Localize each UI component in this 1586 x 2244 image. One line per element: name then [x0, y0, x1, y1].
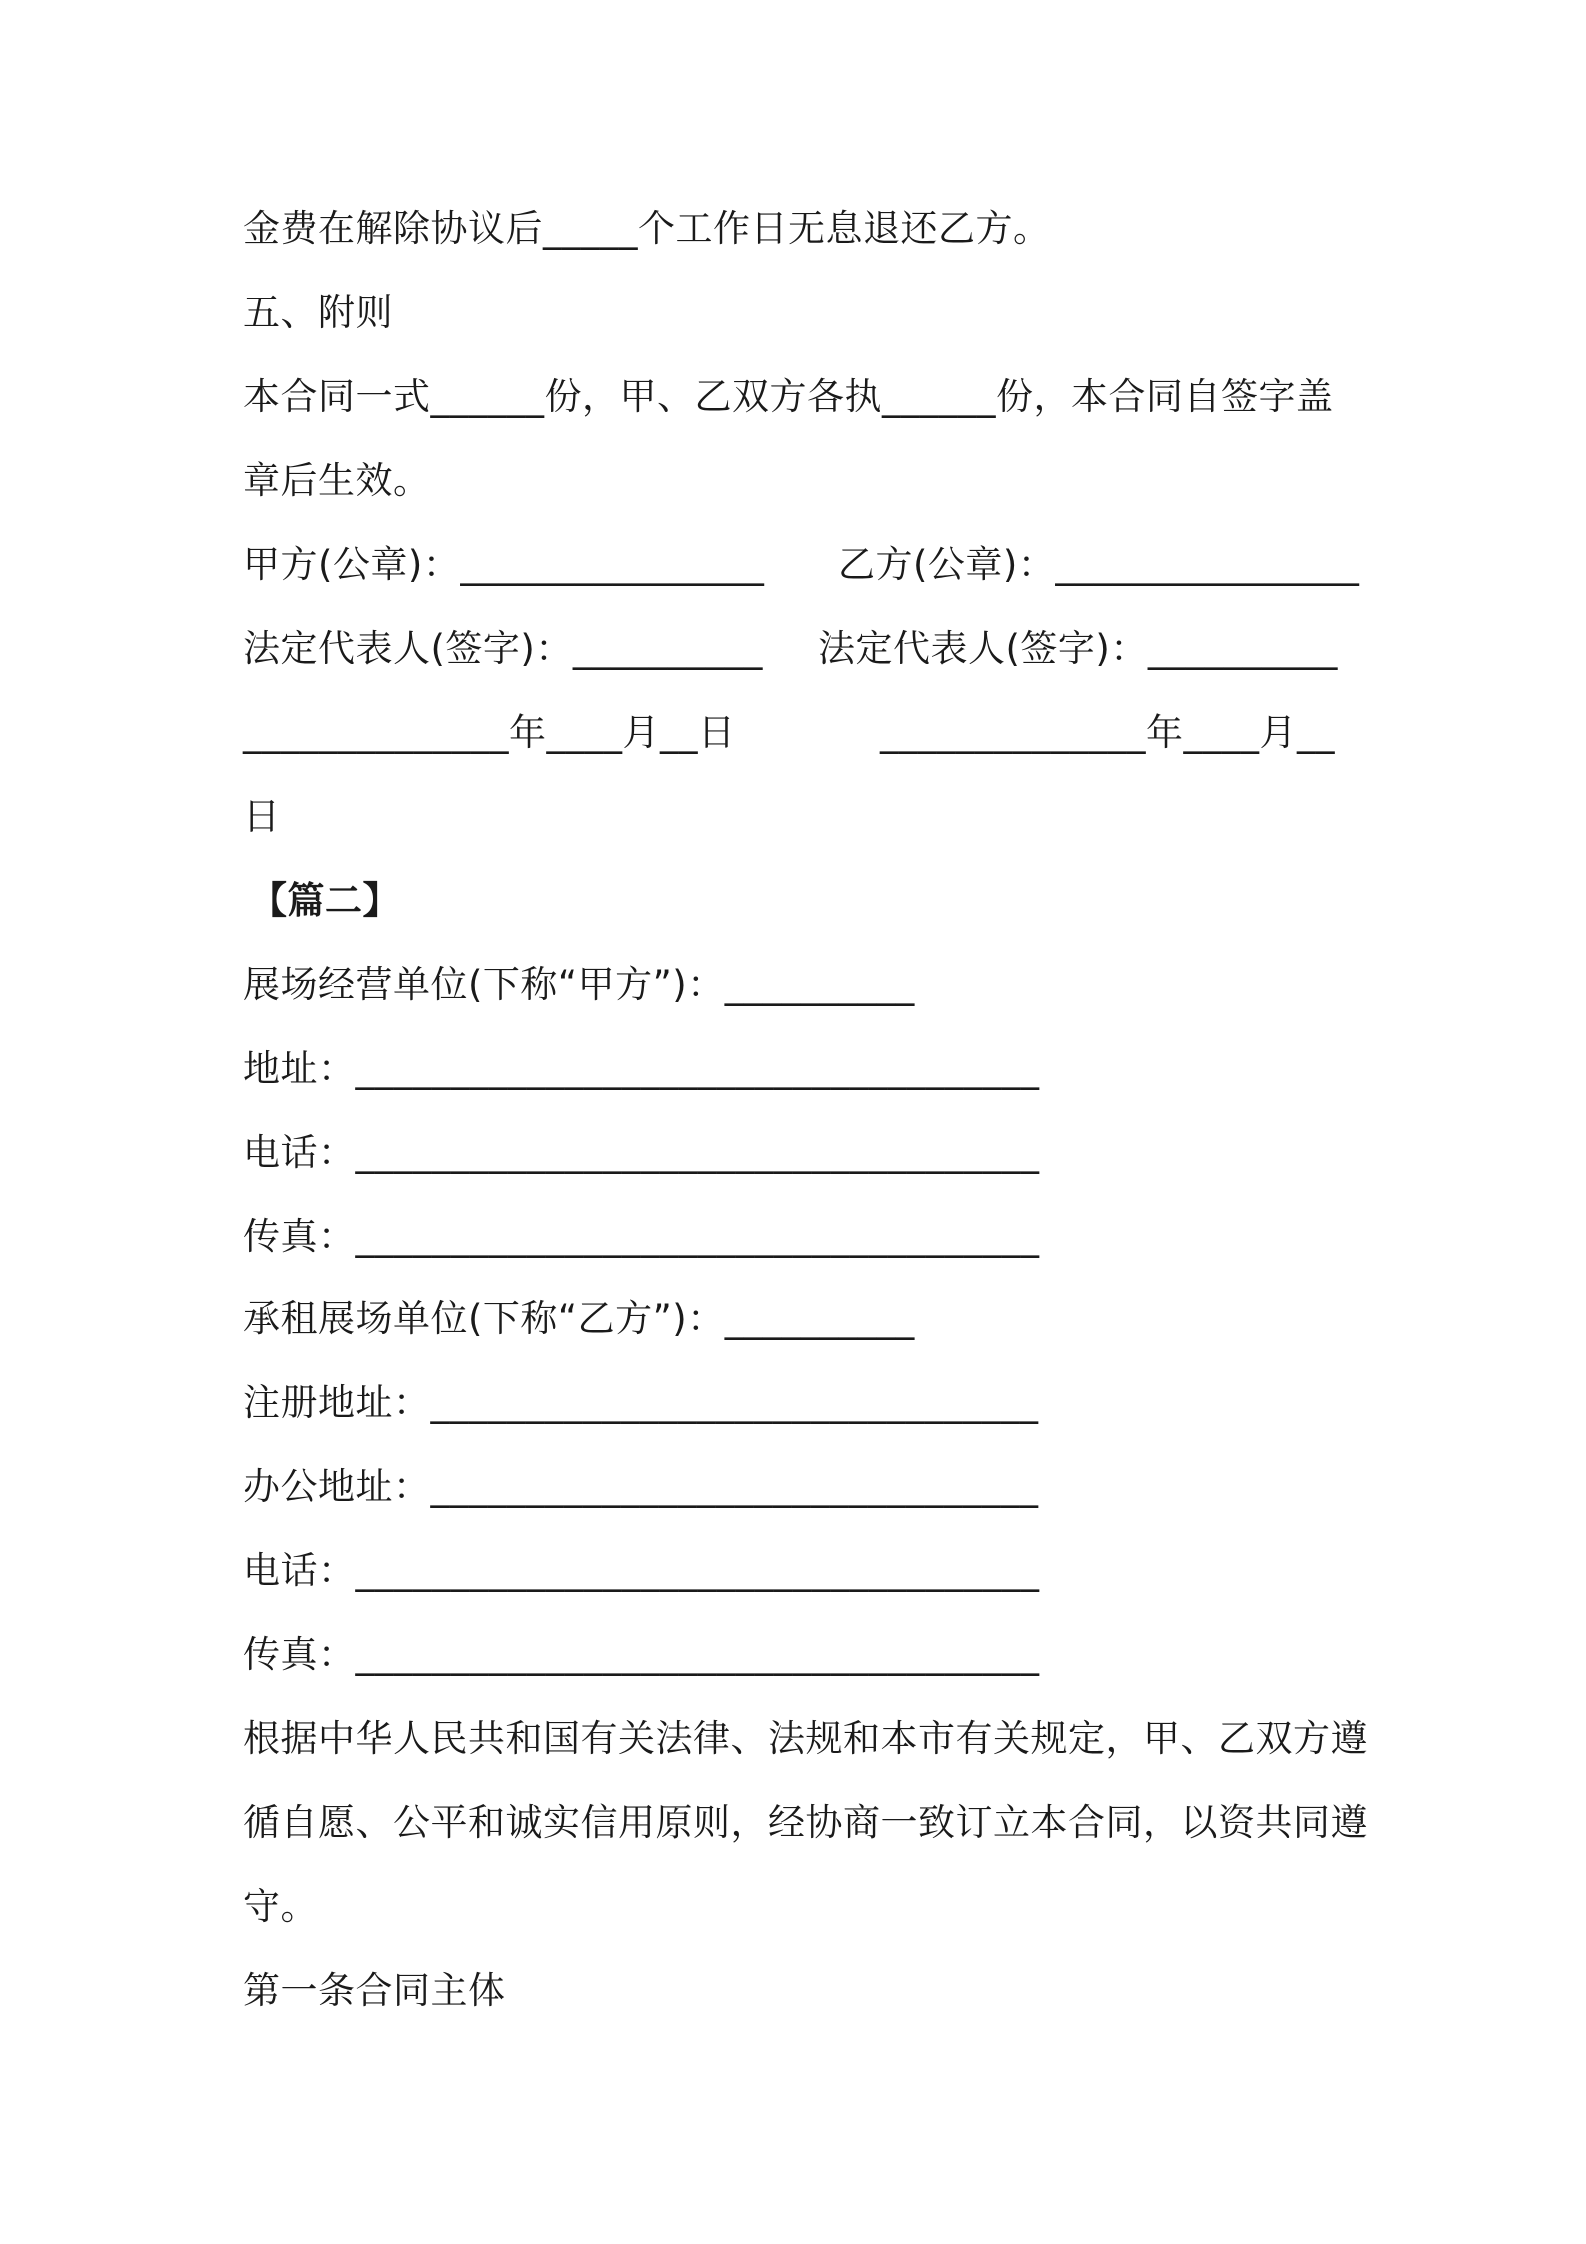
party-b-representative-line: 法定代表人(签字)：__________ — [818, 627, 1338, 670]
party-b-office-address-line: 办公地址：________________________________ — [243, 1465, 1039, 1508]
party-a-name-line: 展场经营单位(下称“甲方”)：__________ — [243, 963, 915, 1006]
paragraph-copies-clause-cont: 章后生效。 — [243, 459, 431, 502]
party-b-registered-address-line: 注册地址：________________________________ — [243, 1381, 1039, 1424]
party-a-seal-line: 甲方(公章)：________________ — [243, 543, 765, 586]
party-b-phone-line: 电话：____________________________________ — [243, 1549, 1040, 1592]
paragraph-legal-basis-end: 守。 — [243, 1885, 318, 1928]
party-a-date-line: ______________年____月__日 — [243, 711, 736, 754]
section-title-part-two: 【篇二】 — [250, 879, 400, 922]
party-b-name-line: 承租展场单位(下称“乙方”)：__________ — [243, 1297, 915, 1340]
section-heading-supplementary: 五、附则 — [243, 291, 393, 334]
party-a-phone-line: 电话：____________________________________ — [243, 1131, 1040, 1174]
party-b-date-line: ______________年____月__ — [880, 711, 1335, 754]
article-one-heading: 第一条合同主体 — [243, 1969, 506, 2012]
party-a-representative-line: 法定代表人(签字)：__________ — [243, 627, 763, 670]
party-b-date-line-cont: 日 — [243, 795, 281, 838]
paragraph-legal-basis: 根据中华人民共和国有关法律、法规和本市有关规定，甲、乙双方遵 — [243, 1717, 1368, 1760]
party-a-address-line: 地址：____________________________________ — [243, 1047, 1040, 1090]
paragraph-refund-clause: 金费在解除协议后_____个工作日无息退还乙方。 — [243, 207, 1051, 250]
paragraph-legal-basis-cont: 循自愿、公平和诚实信用原则，经协商一致订立本合同，以资共同遵 — [243, 1801, 1368, 1844]
party-a-fax-line: 传真：____________________________________ — [243, 1215, 1040, 1258]
paragraph-copies-clause: 本合同一式______份，甲、乙双方各执______份，本合同自签字盖 — [243, 375, 1334, 418]
party-b-seal-line: 乙方(公章)：________________ — [838, 543, 1360, 586]
party-b-fax-line: 传真：____________________________________ — [243, 1633, 1040, 1676]
